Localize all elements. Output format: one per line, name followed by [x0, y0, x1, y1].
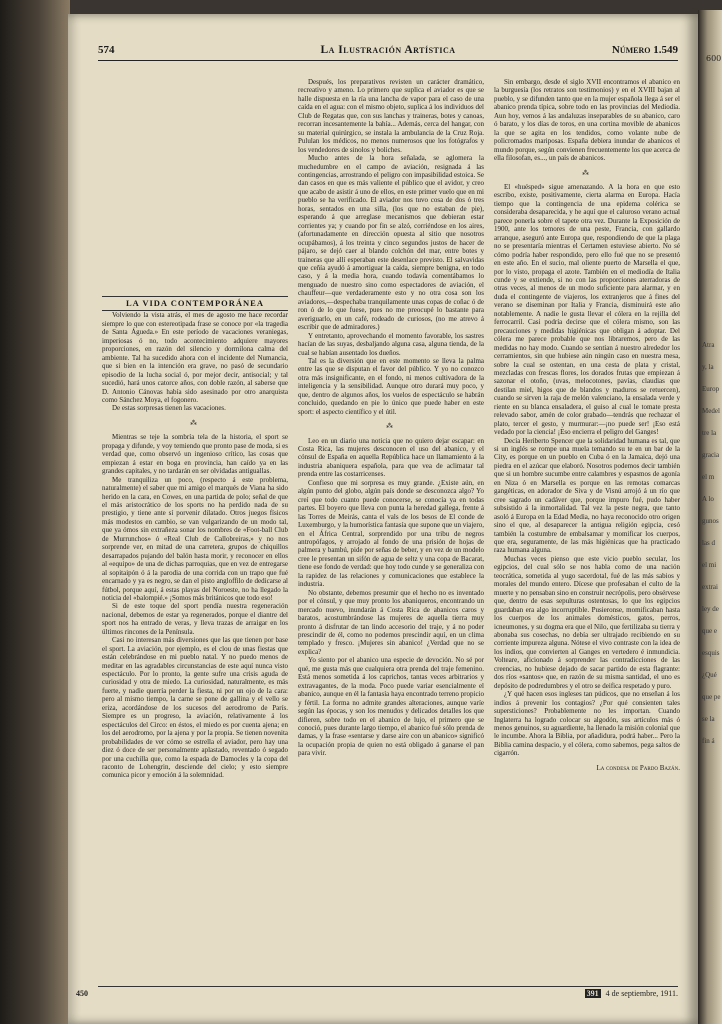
page-header — [98, 44, 678, 61]
footer-date-block — [585, 989, 678, 998]
paragraph: El «huésped» sigue amenazando. A la hora en que esto escribo, existe, positivamente, cierta alarma en Europa. Hacía tiempo que la contingencia de una epidema colérica se consideraba desaparecida, y he aquí que el caluroso verano actual parece ponerla sobre el tapete otra vez. Durante la Exposición de 1900, ante los temores de una peste, Francia, con gallardo arranque, aseguró ante Europa que, respondiendo de que la plaga no se presentaría mientras el Certamen estuviese abierto. No sé cómo podría haber respondido, pero ello fué que no se presentó en este año. En el sucio, mal oliente puerto de Marsella el que, por lo visto, propaga el azote. También en el mediodía de Italia cunde y se extiende, si no con las proporciones aterradoras de otras veces, al menos de un modo suficiente para alarmar, y en duda el contingente de viajeros, los extranjeros que á fines del verano se diseminan por Italia y Francia, disminuirá este año notablemente. A nadie le gusta llevar el cólera en la rejilla del ferrocarril. Casi podría decirse que el cólera mismo, son las precauciones y medidas higiénicas que obligan á adoptar. Del cólera me parece probable que nos libraremos, pero de las medidas no hay modo. Cuando se sentían á nuestro alrededor los cerramientos, sin que hubiese aún ningún caso en nuestra mesa, sobre la cual se ostentan, en una cesta de plata y cristal, mezcladas con frescas flores, los dorados frutas que empiezan á sazonar el otoño, (uvas, melocotones, pavías, claudias que destilan miel, higos que de blandos y maduros se retuercen), cuando se sirven la raja de melón valenciano, la ensalada verde y riente en su blanca ensaladera, el guiso al cual le tomate presta relevado sabor, amén de color grabado—tendrás que rechazar el plato, tercer el gesto, y murmurar:—¡no puede ser! ¡Eso está vedado por la ciencia! ¡Eso encierra el peligro del Ganges! — [494, 182, 680, 437]
paragraph: Me tranquiliza un poco, (respecto á este problema, naturalmente) el saber que mi amigo el marqués de Viana ha sido herido en la cara, en Cowes, en una partida de polo; señal de que el más aristocrático de los sports no ha perdido nada de su prestigio, y tiene ante sí porvenir dilatado. Otros juegos físicos más modestos en cambio, se van vulgarizando de un modo tal, que ya ómos sin extrañeza sonar los nombres de «Foot-ball Club de Murrunchos» ó «Real Club de Callobreiras,» y no nos sorprende ver, en mitad de una carretera, grupos de chiquillos desarrapados pujando del balón hasta morir, y reconocer en ellos al «equipo» de una de dichas parroquias, que en vez de entregarse al sopitaipón ó á la parodia de una corrida con un trapo que fué encarnado y ya es negro, se dan el pisto angloffilo de dedicarse al fútbol, porque aquí, á estas playas del Noroeste, no ha llegado la noticia del «balompié.» ¡Somos más británicos que todo eso! — [102, 475, 288, 602]
column-1 — [102, 78, 288, 978]
paragraph: Decía Heriberto Spencer que la solidaridad humana es tal, que si un inglés se rompe una muela temando su te en un bar de la City, es porque en un pueblo en Cuba ó en la Jamaica, dejó una piedra en el azúcar que elaboró. Nosotros podemos decir también que si un hombre sucumbe entre calambres y espasmos de agonía en Niza ó en Marsella es porque en las remotas comarcas gangéticas, en adorador de Siva y de Visnú arrojó á un río que cree sagrado un cadáver que, porque impuro fué, pudo haber subsistido á la inmortalidad. Tal vez la peste negra, que tanto asoló á Europa en la Edad Media, no haya reconocido otro origen sino el que, al desaparecer la antigua religión egipcia, cesó también la costumbre de embalsamar y momificar los cuerpos, que era, seguramente, de las más higiénicas que ha practicado raza humana alguna. — [494, 436, 680, 555]
paragraph: Mientras se teje la sombría tela de la historia, el sport se propaga y difunde, y voy temiendo que pronto pase de moda, si es verdad que, como observó un ingenioso crítico, las cosas que empiezan á estar en boga en provincia, han caído ya en las grandes capitales, y no tardarán en ser olvidadas antiguallas. — [102, 433, 288, 476]
paragraph: Después, los preparativos revisten un carácter dramático, recreativo y ameno. Lo primero que suplica el aviador es que se halle dispuesta en la ría una lancha de vapor para el caso de una caída en el agua: con el mismo objeto, suplica á los individuos del Club de Regatas que, con sus lanchas y traineras, botes y canoas, recorran incesantemente la bahía... Además, cerca del hangar, con su material quirúrgico, se instala la ambulancia de la Cruz Roja. Pululan los médicos, no menos numerosos que los fotógrafos y los vendedores de sinolos y boliches. — [298, 78, 484, 154]
next-page-fragment: gracia — [702, 451, 720, 459]
collection-badge: 391 — [586, 989, 599, 998]
column-2-intro — [298, 78, 484, 416]
paragraph: Si de este toque del sport pendía nuestra regeneración nacional, debemos de estar ya regenerados, porque el diantre del sport nos ha entrado de veras, y lleva trazas de arraigar en los últimos rincones de la Península. — [102, 602, 288, 636]
paragraph: Tal es la diversión que en este momento se lleva la palma entre las que se disputan el favor del público. Y yo no conozco otra más insignificante, en el fondo, ni menos cultivadora de la inteligencia y la sensibilidad. Aunque otro durará muy poco, y que, dentro de algunos años, los vuelos de espectáculo se habrán concluido, quedando en pie lo único que puede haber en este sport: el aspecto científico y el útil. — [298, 356, 484, 416]
paragraph: De estas sorpresas tienen las vacaciones. — [112, 404, 226, 413]
next-page-fragment: Medel — [702, 407, 720, 415]
next-page-fragment: gunos — [702, 517, 719, 525]
next-page-fragment: las d — [702, 539, 716, 547]
column-2-body — [298, 437, 484, 758]
column-3 — [494, 78, 680, 978]
paragraph: Yo siento por el abanico una especie de devoción. No sé por qué, me gusta más que cualquiera otra prenda del traje femenino. Está menos sometida á los caprichos, tantas veces arbitrarios y extravagantes, de la moda. Poco puede variar esencialmente el abanico, aunque en él la fantasía haya encontrado terreno propicio y fértil. La forma no admite grandes alteraciones, aunque varíe según las épocas, y son los menudos y delicados detalles los que difieren, sobre todo en el abanico de lujo, el primero que se conoció, pues durante largo tiempo, el abanico fué sólo prenda de damas, y la frase «sentarse y darse aire con un abanico» significó la ocupación propia de quien no está obligado á ganarse el pan para vivir. — [298, 656, 484, 758]
next-page-fragment: esquis — [702, 649, 720, 657]
column-3-body — [494, 183, 680, 758]
next-page-edge — [698, 10, 722, 1024]
next-page-fragment: y, la — [702, 363, 714, 371]
next-page-fragment: Atra — [702, 341, 715, 349]
separator-stars: ⁂ — [386, 422, 396, 431]
column-1-body — [102, 433, 288, 780]
paragraph: Leo en un diario una noticia que no quiero dejar escapar: en Costa Rica, las mujeres desconocen el uso del abanico, y el cónsul de España en aquella República hace un llamamiento á la industria abaniquera española, para que vea de aclimatar tal prenda entre las costarricenses. — [298, 436, 484, 479]
paragraph: No obstante, debemos presumir que el hecho no es inventado por el cónsul, y que muy pronto los abaniqueros, encontrando un mercado nuevo, inundarán á Costa Rica de abanicos caros y baratos, acostumbrándose las mujeres de aquella tierra muy pronto á disfrutar de tan lindo accesorio del traje, y á no poder prescindir de él, como no podemos prescindir aquí, en un clima templado y fresco. ¡Mujeres sin abanico! ¿Verdad que no se explica? — [298, 588, 484, 656]
next-page-fragment: extrai — [702, 583, 718, 591]
column-1-intro — [102, 311, 288, 412]
footer-date: 4 de septiembre, 1911. — [605, 989, 678, 998]
magazine-page — [68, 14, 698, 1024]
paragraph: Confieso que mi sorpresa es muy grande. ¿Existe aún, en algún punto del globo, algún país donde se desconozca algo? Yo creí que todo cuanto puede conocerse, se conocía ya en todas partes. El boyero que lleva con punta la heredad gallega, frente á las Torres de Meirás, canta el vals de los besos de El conde de Luxemburgo, y la humorística fantasía que supone que un viajero, en el África Central, sorprendido por una tribu de negros antropófagos, y arrojado al fondo de una prisión de hojas de palmera y bambú, pide por señas de beber, y en vez de un modelo cree le presentan un sifón de agua de seltz y una copa de Bacarat, tiene ese fondo de verdad: que hoy todo cunde y se generaliza con la rapidez de las relaciones y comunicaciones que establece la industria. — [298, 478, 484, 589]
next-page-fragment: que pe — [702, 693, 721, 701]
next-page-fragment: se la — [702, 715, 715, 723]
next-page-fragment: ¿Qué — [702, 671, 717, 679]
archive-number: 450 — [76, 989, 88, 998]
next-page-fragment: el m — [702, 473, 715, 481]
column-2 — [298, 78, 484, 978]
book-spine-left — [0, 0, 70, 1024]
paragraph: Y entretanto, aprovechando el momento favorable, los sastres hacían de las suyas, desbaljando alguna casa, alguna tienda, de la cual se habían ausentado los dueños. — [298, 331, 484, 357]
paragraph: Sin embargo, desde el siglo XVII encontramos el abanico en la burguesía (los retratos son testimonios) y en el XVIII bajan al pueblo, y se difunden tanto que en la mujer española llega á ser el abanico prenda típica, sobre todo en las provincias del Mediodía. Aun hoy, vemos á las andaluzas inseparables de su abanico, caro ó barato, y los días de toros, en una cortina movible de abanicos la que se agita en los tendidos, como volante nube de policromados mariposas. España debiera inundar de abanicos el mundo porque, según convienen frecuentemente los que acerca de ella filosofan, es..., un país de abanicos. — [494, 78, 680, 163]
column-3-intro — [494, 78, 680, 163]
paragraph: Muchas veces pienso que este vicio pueblo secular, los egipcios, del cual sólo se nos habla como de una nación teocrática, sometida al yugo sacerdotal, fué de las más sabios y morales del mundo entero. Dícese que profesaban el culto de la muerte y no pensaban sino en construir necrópolis, pero obsérvese que, dentro de esas sepulturas ostentosas, lo que los egipcios guardaban era algo incorruptible. Pusieronse, momificaban hasta los cuerpos de los animales domésticos, gatos, perros, icneumones, y su dogma era que el Nilo, que fertilizaba su tierra y abonaba sus cosechas, no debía ser ultrajado recibiendo en su corriente impureza alguna. Nótese el vivo contraste con la idea de los indios, que convierten al Ganges en vertedero é inmundicia. Volteare, aficionado á sorprender las contradicciones de las creencias, no hubiese dejado de sacar partido de esta flagrante: dos ríos «santos» que, en razón de su misma santidad, el uno es depósito de podredumbres y el otro se deifica respetado y puro. — [494, 554, 680, 690]
paragraph: ¿Y qué hacen esos ingleses tan púdicos, que no enseñan á los indios á prevenir los contagios? ¿Por qué consienten tales supersticiones? Probablemente no les importan. Cuando Inglaterra ha logrado colocar su algodón, sus artículos más ó menos genuinos, su aguardiente, ha llenado la misión colonial que le incumbe. Ahora la Biblia, por añadidura, podrá haber... Pero la Biblia camina despacio, y el cólera, como sabemos, pega saltos de cigarrón. — [494, 690, 680, 758]
next-page-fragment: A lo — [702, 495, 714, 503]
next-page-fragment: Europ — [702, 385, 720, 393]
paragraph: Casi no interesan más diversiones que las que tienen por base el sport. La aviación, por ejemplo, es el clou de unas fiestas que están celebrándose en mi pueblo natal. Y no puedo menos de meditar en las agradables circunstancias de este aquí nunca visto espectáculo. Por lo pronto, la gente sufre una crisis aguda de curiosidad y otra de miedo. La curiosidad, naturalmente, es más fuerte, y nadie querría perder la fiesta, ni por un ojo de la cara: pero al mismo tiempo, la carne se pone de gallina y el vello se eriza, acordándose de los sucesos del aerodromo de París. Siempre es un progreso, la aviación, relativamente á los espectáculos del Circo: en éstos, el miedo es por cuenta ajena; en los del aerodromo, por la ajena y por la propia. Se tienen novenita probabilidades de ver cómo se estrella el aviador, pero hay una diez ó doce de ser personalmente aplastado, reventado ó segado por una cuchilla que, como la espada de Damocles y la copa del raconto de Lohengrin, desciende del cielo; y esto siempre comunica picor y emoción á la solemnidad. — [102, 636, 288, 780]
section-title: LA VIDA CONTEMPORÁNEA — [102, 296, 288, 311]
publication-title: La Ilustración Artística — [320, 44, 456, 56]
issue-number: Número 1.549 — [611, 44, 678, 56]
next-page-fragment: ley de — [702, 605, 719, 613]
page-footer — [76, 986, 678, 999]
separator-stars: ⁂ — [190, 418, 200, 427]
next-page-fragment: el mi — [702, 561, 717, 569]
paragraph: Mucho antes de la hora señalada, se aglomera la muchedumbre en el campo de aviación, resignada á las contingencias, arrostrando el peligro con impasibilidad estoica. Se dan casos en que es más valiente el público que el avidor, y creo que acabo de asistir á uno de ellos, en este primer vuelo que en mi pueblo se ha verificado. El aviador nos tuvo cosa de dos ó tres horas, sentados en una silla, (los que no estaban de pie), esperando á que arreglase mecanismos que debieran estar corrientes ya; y cuando por fin se alzó, corriéndose en los aires, (afortunadamente en dirección opuesta al sitio que nosotros ocupábamos), á los treinta y cinco segundos justos de hacer de pájaro, se dejó caer al blando colchón del mar, entre botes y traineras que allí esperaban este desenlace previsto. El salvavidas que ceñía ayudó á amortiguar la caída, siempre benigna, en todo caso, y á la media hora, cuando todavía comentábamos lo menguado de nuestro sino como espectadores de aviación, el chauffeur—que verdaderamente esto y no otra cosa son los aviadores,—despechaba tranquilamente unas copas de coñac ó de ron ó de lo que fuese, pues no me preocupé lo bastante para averiguarlo, en un café, rodeado de curiosos, (no me atrevo á escribir que de admiradores.) — [298, 154, 484, 332]
next-page-number: 600 — [706, 54, 722, 63]
author-signature: La condesa de Pardo Bazán. — [596, 763, 680, 772]
separator-stars: ⁂ — [582, 168, 592, 177]
next-page-fragment: fin á — [702, 737, 715, 745]
page-number: 574 — [98, 44, 115, 56]
paragraph: Volviendo la vista atrás, el mes de agosto me hace recordar siempre lo que con estereotipada frase se conoce por «la tragedia de Santa Águeda.» En este período de vacaciones veraniegas, imperiosas ó no, todo acontecimiento adquiere mayores proporciones, en razón del silencio y dormilona calma del ambiente. Tal ha sucedido ahora con el incidente del Numancia, que si bien en la intención era grave, no pasó de secundario episodio de la lucha social ó, por mejor decir, antisocial; y tal sucedió, hará unos catorce años, con doble razón, al saberse que D. Antonio Cánovas había sido asesinado por otro anarquista como Sánchez Moya, el fogonero. — [102, 311, 288, 404]
next-page-fragment: tre la — [702, 429, 717, 437]
next-page-fragment: que e — [702, 627, 717, 635]
